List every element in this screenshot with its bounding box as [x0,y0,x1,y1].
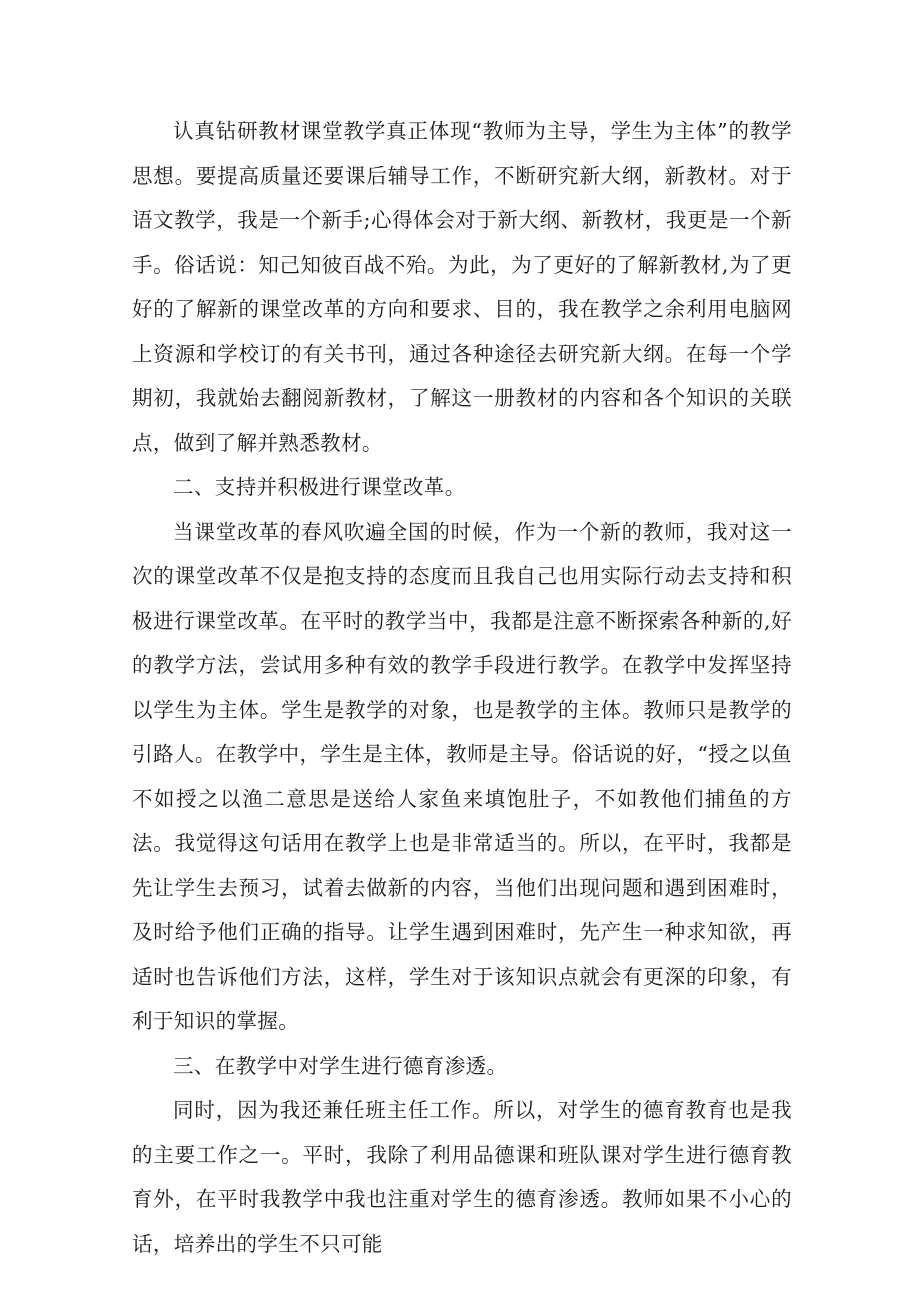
paragraph-study-materials: 认真钻研教材课堂教学真正体现“教师为主导，学生为主体”的教学思想。要提高质量还要课后辅导工作，不断研究新大纲，新教材。对于语文教学，我是一个新手;心得体会对于新大纲、新教材，我更是一个新手。俗话说：知己知彼百战不殆。为此，为了更好的了解新教材,为了更好的了解新的课堂改革的方向和要求、目的，我在教学之余利用电脑网上资源和学校订的有关书刊，通过各种途径去研究新大纲。在每一个学期初，我就始去翻阅新教材，了解这一册教材的内容和各个知识的关联点，做到了解并熟悉教材。 [132,119,792,455]
heading-classroom-reform: 二、支持并积极进行课堂改革。 [173,475,466,499]
heading-moral-education: 三、在教学中对学生进行德育渗透。 [173,1053,508,1078]
document-body [132,109,792,1266]
paragraph-moral-education: 同时，因为我还兼任班主任工作。所以，对学生的德育教育也是我的主要工作之一。平时，我除了利用品德课和班队课对学生进行德育教育外，在平时我教学中我也注重对学生的德育渗透。教师如果不小心的话，培养出的学生不只可能 [132,1098,792,1256]
paragraph-classroom-reform: 当课堂改革的春风吹遍全国的时候，作为一个新的教师，我对这一次的课堂改革不仅是抱支持的态度而且我自己也用实际行动去支持和积极进行课堂改革。在平时的教学当中，我都是注意不断探索各种新的,好的教学方法，尝试用多种有效的教学手段进行教学。在教学中发挥坚持以学生为主体。学生是教学的对象，也是教学的主体。教师只是教学的引路人。在教学中，学生是主体，教师是主导。俗话说的好，“授之以鱼不如授之以渔二意思是送给人家鱼来填饱肚子，不如教他们捕鱼的方法。我觉得这句话用在教学上也是非常适当的。所以，在平时，我都是先让学生去预习，试着去做新的内容，当他们出现问题和遇到困难时，及时给予他们正确的指导。让学生遇到困难时，先产生一种求知欲，再适时也告诉他们方法，这样，学生对于该知识点就会有更深的印象，有利于知识的掌握。 [132,519,792,1033]
